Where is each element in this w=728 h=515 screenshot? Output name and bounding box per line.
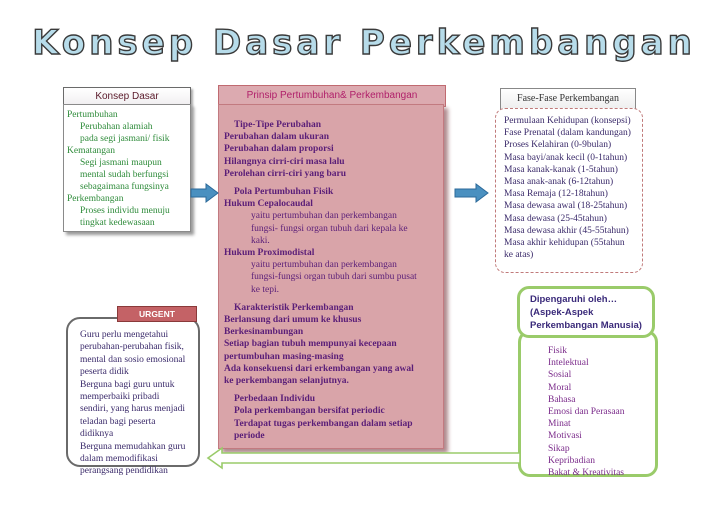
prinsip-item: Hukum Proximodistal	[224, 248, 315, 259]
prinsip-item: yaitu pertumbuhan dan perkembangan	[251, 211, 397, 222]
dipengaruhi-line: Dipengaruhi oleh…	[530, 294, 618, 305]
aspek-item: Moral	[548, 382, 572, 393]
fase-item: Masa bayi/anak kecil (0-1tahun)	[504, 152, 628, 163]
aspek-item: Kepribadian	[548, 455, 595, 466]
prinsip-heading: Pola perkembangan bersifat periodic	[234, 406, 385, 417]
urgent-item: memperbaiki pribadi	[80, 392, 160, 403]
arrow-left-icon	[206, 446, 522, 470]
prinsip-heading: periode	[234, 430, 265, 441]
prinsip-heading: Terdapat tugas perkembangan dalam setiap	[234, 418, 413, 429]
aspek-item: Minat	[548, 419, 571, 430]
urgent-item: perangsang pendidikan	[80, 466, 168, 477]
aspek-panel	[518, 330, 658, 477]
prinsip-item: ke tepi.	[251, 284, 279, 295]
konsep-detail: tingkat kedewasaan	[80, 218, 155, 228]
aspek-item: Intelektual	[548, 358, 589, 369]
konsep-term: Perkembangan	[67, 194, 124, 204]
aspek-item: Bakat & Kreativitas	[548, 468, 624, 479]
konsep-detail: pada segi jasmani/ fisik	[80, 134, 170, 144]
urgent-item: Berguna bagi guru untuk	[80, 379, 175, 390]
dipengaruhi-line: Perkembangan Manusia)	[530, 320, 642, 331]
prinsip-item: pertumbuhan masing-masing	[224, 351, 344, 362]
prinsip-heading: Pola Pertumbuhan Fisik	[234, 187, 334, 198]
fase-item: Masa kanak-kanak (1-5tahun)	[504, 164, 618, 175]
konsep-header: Konsep Dasar	[63, 87, 191, 107]
prinsip-item: kaki.	[251, 235, 270, 246]
fase-item: Fase Prenatal (dalam kandungan)	[504, 128, 631, 139]
urgent-item: perubahan-perubahan fisik,	[80, 342, 184, 353]
dipengaruhi-line: (Aspek-Aspek	[530, 307, 594, 318]
prinsip-heading: Karakteristik Perkembangan	[234, 302, 354, 313]
prinsip-item: Ada konsekuensi dari erkembangan yang awal	[224, 363, 414, 374]
aspek-item: Emosi dan Perasaan	[548, 407, 625, 418]
prinsip-item: Hilangnya cirri-ciri masa lalu	[224, 156, 345, 167]
fase-item: Masa dewasa (25-45tahun)	[504, 213, 607, 224]
fase-item: Masa dewasa akhir (45-55tahun)	[504, 225, 629, 236]
prinsip-item: Hukum Cepalocaudal	[224, 199, 313, 210]
prinsip-item: Setiap bagian tubuh mempunyai kecepaan	[224, 339, 397, 350]
aspek-item: Sosial	[548, 370, 572, 381]
prinsip-item: fungsi- fungsi organ tubuh dari kepala ke	[251, 223, 408, 234]
dipengaruhi-panel	[517, 286, 655, 338]
konsep-term: Kematangan	[67, 146, 116, 156]
aspek-item: Motivasi	[548, 431, 582, 442]
urgent-item: Berguna memudahkan guru	[80, 441, 186, 452]
fase-header: Fase-Fase Perkembangan	[500, 88, 636, 110]
urgent-item: sendiri, yang harus menjadi	[80, 404, 186, 415]
prinsip-item: yaitu pertumbuhan dan perkembangan	[251, 260, 397, 271]
fase-item: Permulaan Kehidupan (konsepsi)	[504, 116, 631, 126]
page-title	[0, 22, 728, 62]
prinsip-item: fungsi-fungsi organ tubuh dari sumbu pusat	[251, 272, 417, 283]
fase-item: Masa anak-anak (6-12tahun)	[504, 177, 614, 188]
aspek-item: Fisik	[548, 346, 568, 356]
fase-item: Proses Kelahiran (0-9bulan)	[504, 140, 612, 151]
title-text: Konsep Dasar Perkembangan	[32, 23, 696, 63]
fase-panel	[495, 108, 643, 273]
urgent-item: Guru perlu mengetahui	[80, 330, 169, 340]
konsep-detail: sebagaimana fungsinya	[80, 182, 169, 192]
prinsip-item: ke perkembangan selanjutnya.	[224, 376, 349, 387]
prinsip-panel	[218, 104, 444, 449]
arrow-right-1-icon	[190, 182, 220, 204]
konsep-detail: Perubahan alamiah	[80, 122, 153, 132]
prinsip-item: Perolehan cirri-ciri yang baru	[224, 168, 346, 179]
prinsip-item: Perubahan dalam proporsi	[224, 144, 334, 155]
prinsip-item: Berlansung dari umum ke khusus	[224, 315, 362, 326]
urgent-badge: URGENT	[117, 306, 197, 322]
konsep-detail: Segi jasmani maupun	[80, 158, 162, 168]
urgent-item: mental dan sosio emosional	[80, 354, 186, 365]
konsep-detail: mental sudah berfungsi	[80, 170, 169, 180]
urgent-item: teladan bagi peserta	[80, 416, 156, 427]
urgent-item: dalam memodifikasi	[80, 454, 158, 465]
prinsip-heading: Perbedaan Individu	[234, 394, 316, 405]
aspek-item: Bahasa	[548, 394, 576, 405]
fase-item: ke atas)	[504, 250, 534, 261]
arrow-right-2-icon	[454, 182, 490, 204]
konsep-dasar-panel	[63, 104, 191, 232]
aspek-item: Sikap	[548, 443, 570, 454]
prinsip-heading: Tipe-Tipe Perubahan	[234, 120, 322, 130]
urgent-item: didiknya	[80, 429, 114, 440]
prinsip-item: Berkesinambungan	[224, 327, 304, 338]
urgent-item: peserta didik	[80, 367, 129, 378]
fase-item: Masa Remaja (12-18tahun)	[504, 189, 608, 200]
konsep-term: Pertumbuhan	[67, 110, 118, 120]
prinsip-header: Prinsip Pertumbuhan& Perkembangan	[218, 85, 446, 107]
fase-item: Masa dewasa awal (18-25tahun)	[504, 201, 628, 212]
urgent-panel	[66, 317, 200, 477]
prinsip-item: Perubahan dalam ukuran	[224, 132, 330, 143]
konsep-detail: Proses individu menuju	[80, 206, 170, 216]
fase-item: Masa akhir kehidupan (55tahun	[504, 238, 625, 249]
